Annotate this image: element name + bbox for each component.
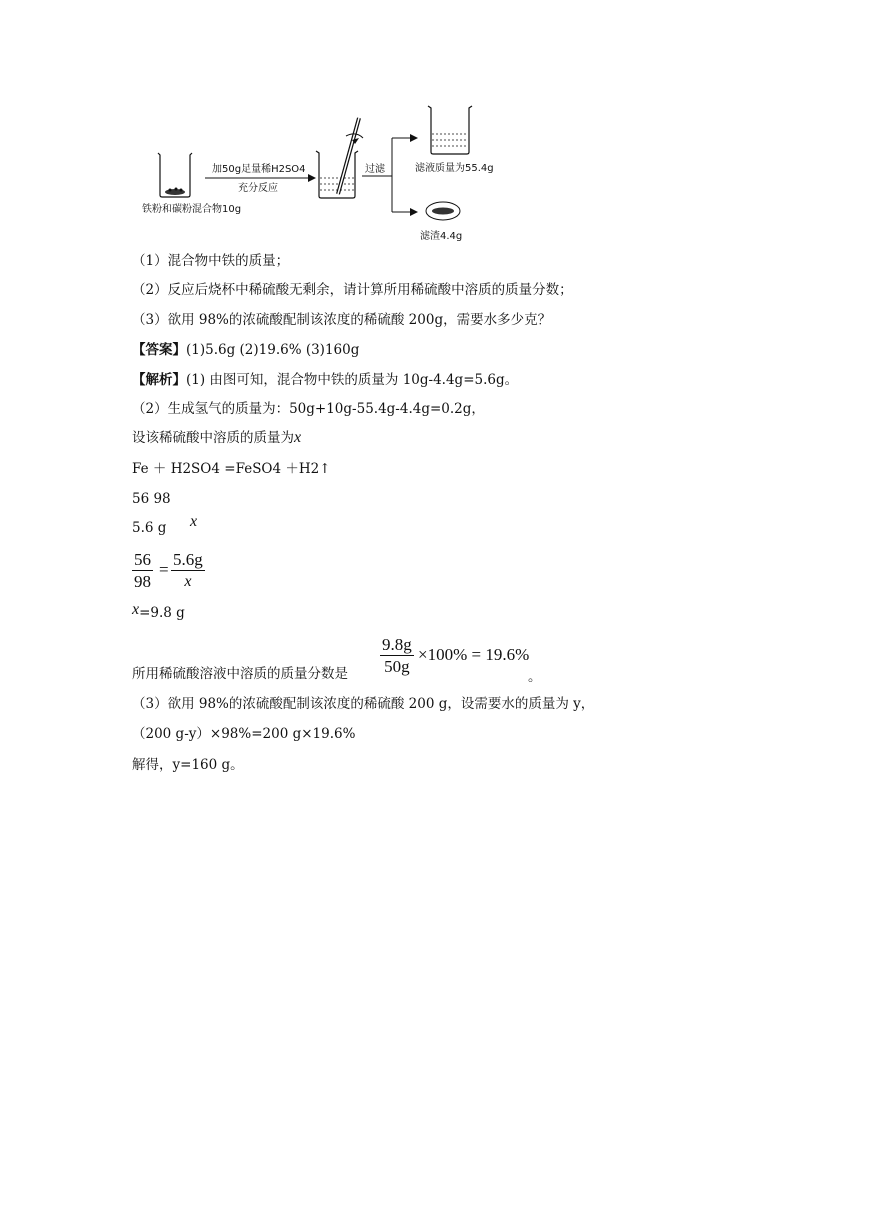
ratio-equals: = (159, 560, 169, 579)
analysis-label: 【解析】 (132, 372, 186, 388)
label-filtrate: 滤液质量为55.4g (415, 163, 494, 174)
label-full-reaction: 充分反应 (238, 183, 278, 194)
mass-fraction-result: ×100% = 19.6% (418, 645, 530, 664)
molar-mass-row: 56 98 (132, 491, 171, 507)
analysis-q3-equation: （200 g-y）×98%=200 g×19.6% (132, 726, 356, 742)
beaker-mixture (158, 153, 192, 197)
chemical-equation: Fe ＋ H2SO4 =FeSO4 ＋H2↑ (132, 461, 331, 477)
question-3: （3）欲用 98%的浓硫酸配制该浓度的稀硫酸 200g，需要水多少克？ (132, 312, 552, 328)
mass-fraction-line: 所用稀硫酸溶液中溶质的质量分数是 (132, 666, 348, 682)
residue-dish (426, 202, 460, 220)
analysis-line-2: （2）生成氢气的质量为：50g+10g-55.4g-4.4g=0.2g， (132, 401, 485, 417)
analysis-line-1: 【解析】(1) 由图可知，混合物中铁的质量为 10g-4.4g=5.6g。 (132, 372, 519, 388)
question-2: （2）反应后烧杯中稀硫酸无剩余，请计算所用稀硫酸中溶质的质量分数； (132, 282, 573, 298)
answer-text: (1)5.6g (2)19.6% (3)160g (186, 342, 360, 358)
label-filter: 过滤 (365, 164, 385, 175)
label-mixture: 铁粉和碳粉混合物10g (142, 204, 242, 215)
beaker-filtrate (428, 106, 472, 154)
mass-fraction-fraction: $\frac{9.8g}{50g}$ (382, 635, 412, 676)
analysis-q3-solution: 解得，y=160 g。 (132, 757, 244, 773)
label-residue: 滤渣4.4g (420, 231, 463, 242)
ratio-fraction-right: $\frac{5.6g}{x}$ (173, 550, 203, 590)
beaker-reaction (316, 118, 363, 198)
variable-x: x (190, 513, 198, 530)
question-1: （1）混合物中铁的质量； (132, 253, 290, 269)
analysis-q3-line: （3）欲用 98%的浓硫酸配制该浓度的稀硫酸 200 g，设需要水的质量为 y， (132, 696, 595, 712)
given-mass-row: 5.6 g x (132, 513, 198, 536)
end-mark: 。 (528, 669, 542, 685)
answer-line (132, 341, 359, 359)
ratio-fraction-left: $\frac{56}{98}$ (134, 550, 151, 591)
experiment-diagram (130, 100, 510, 245)
variable-x: x (294, 429, 302, 446)
analysis-line-3: 设该稀硫酸中溶质的质量为x (132, 429, 302, 446)
x-result: x=9.8 g (132, 601, 185, 621)
answer-label: 【答案】 (132, 342, 186, 358)
label-add-acid: 加50g足量稀H2SO4 (212, 164, 306, 175)
